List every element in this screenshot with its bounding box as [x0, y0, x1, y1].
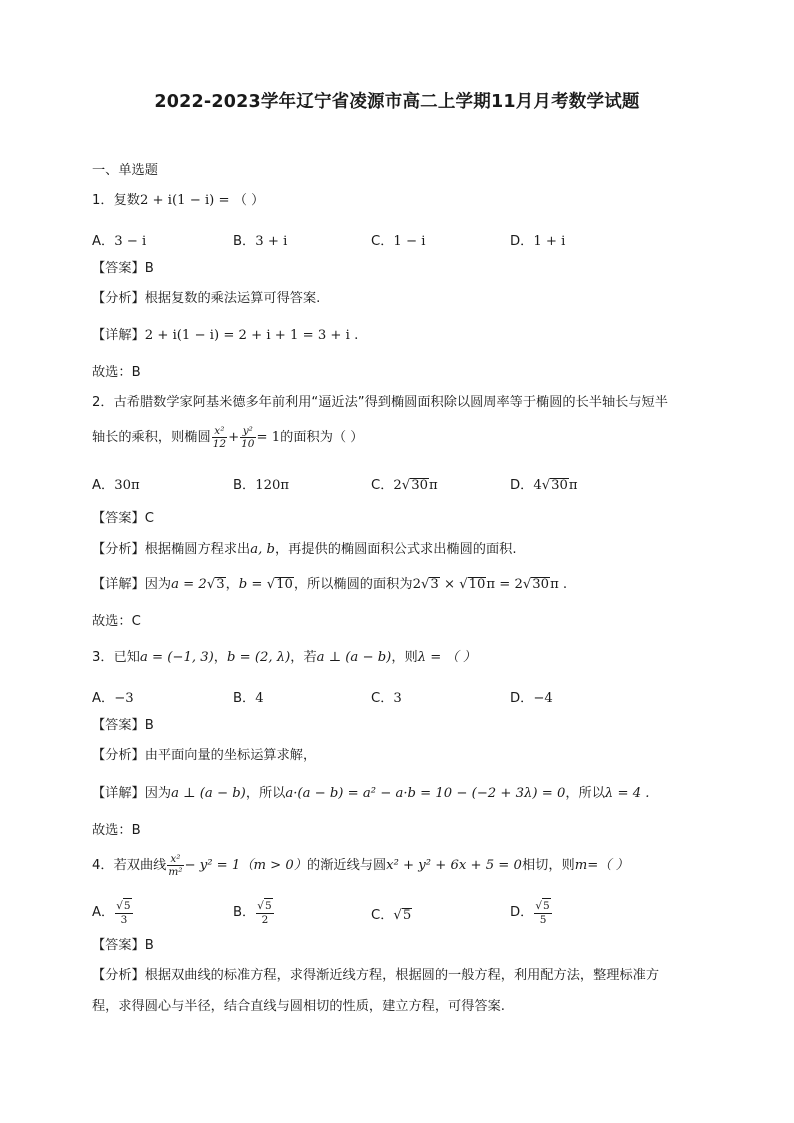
- q2-frac-x: $\frac{\text{x²}}{12}$: [212, 424, 227, 450]
- q2-options: [92, 474, 692, 494]
- q2-option-b: B．120π: [233, 478, 290, 493]
- q2-stem-line1: 2．古希腊数学家阿基米德多年前利用“逼近法”得到椭圆面积除以圆周率等于椭圆的长半轴长与短半: [92, 395, 668, 410]
- q1-option-d: D．1 + i: [510, 234, 566, 249]
- q4-option-c: C．√5: [371, 908, 412, 923]
- q2-option-a: A．30π: [92, 478, 140, 493]
- q1-detail: 【详解】2 + i(1 − i) = 2 + i + 1 = 3 + i .: [92, 328, 359, 343]
- q1-answer: 【答案】B: [92, 261, 154, 276]
- q3-choose: 故选：B: [92, 823, 141, 838]
- q4-options: [92, 896, 692, 930]
- q4-option-d: D． $\frac{√5}{5}$: [510, 900, 550, 926]
- q3-answer: 【答案】B: [92, 718, 154, 733]
- q2-analysis: 【分析】根据椭圆方程求出a, b，再提供的椭圆面积公式求出椭圆的面积.: [92, 542, 517, 557]
- q4-stem: 4．若双曲线 $\frac{\text{x²}}{\text{m²}}$ − y² = 1（m > 0）的渐近线与圆x² + y² + 6x + 5 = 0相切，则m=（ ）: [92, 852, 629, 878]
- q1-option-c: C．1 − i: [371, 234, 426, 249]
- q2-option-d: D．4√30π: [510, 478, 578, 493]
- q4-analysis-line2: 程，求得圆心与半径，结合直线与圆相切的性质，建立方程，可得答案.: [92, 999, 506, 1014]
- q3-option-d: D．−4: [510, 691, 553, 706]
- q2-frac-y: $\frac{\text{y²}}{10}$: [241, 424, 255, 450]
- q4-option-a: A． $\frac{√5}{3}$: [92, 900, 131, 926]
- q3-stem: 3．已知a = (−1, 3)，b = (2, λ)，若a ⊥ (a − b)，则λ = （ ）: [92, 650, 477, 665]
- q3-analysis: 【分析】由平面向量的坐标运算求解，: [92, 748, 317, 763]
- q3-options: [92, 687, 692, 707]
- q3-option-a: A．−3: [92, 691, 134, 706]
- section-heading: 一、单选题: [92, 163, 158, 178]
- q2-stem-line2: 轴长的乘积，则椭圆 $\frac{\text{x²}}{12}$ + $\frac{\text{y²}}{10}$ = 1的面积为（ ）: [92, 424, 364, 450]
- q2-choose: 故选：C: [92, 614, 141, 629]
- q4-answer: 【答案】B: [92, 938, 154, 953]
- q1-choose: 故选：B: [92, 365, 141, 380]
- q1-stem: 1．复数2 + i(1 − i) = （ ）: [92, 193, 265, 208]
- q4-analysis-line1: 【分析】根据双曲线的标准方程，求得渐近线方程，根据圆的一般方程，利用配方法，整理标准方: [92, 968, 660, 983]
- q1-analysis: 【分析】根据复数的乘法运算可得答案.: [92, 291, 321, 306]
- q3-detail: 【详解】因为a ⊥ (a − b)，所以a·(a − b) = a² − a·b = 10 − (−2 + 3λ) = 0，所以λ = 4 .: [92, 786, 650, 801]
- q1-option-b: B．3 + i: [233, 234, 288, 249]
- q4-option-b: B． $\frac{√5}{2}$: [233, 900, 272, 926]
- q1-options: [92, 230, 692, 250]
- page-title: 2022-2023学年辽宁省凌源市高二上学期11月月考数学试题: [154, 92, 640, 112]
- q1-option-a: A．3 − i: [92, 234, 147, 249]
- q2-detail: 【详解】因为a = 2√3，b = √10，所以椭圆的面积为2√3 × √10π = 2√30π .: [92, 577, 568, 592]
- q3-option-c: C．3: [371, 691, 402, 706]
- q4-frac: $\frac{\text{x²}}{\text{m²}}$: [168, 852, 183, 878]
- q2-option-c: C．2√30π: [371, 478, 438, 493]
- q2-answer: 【答案】C: [92, 511, 154, 526]
- q3-option-b: B．4: [233, 691, 264, 706]
